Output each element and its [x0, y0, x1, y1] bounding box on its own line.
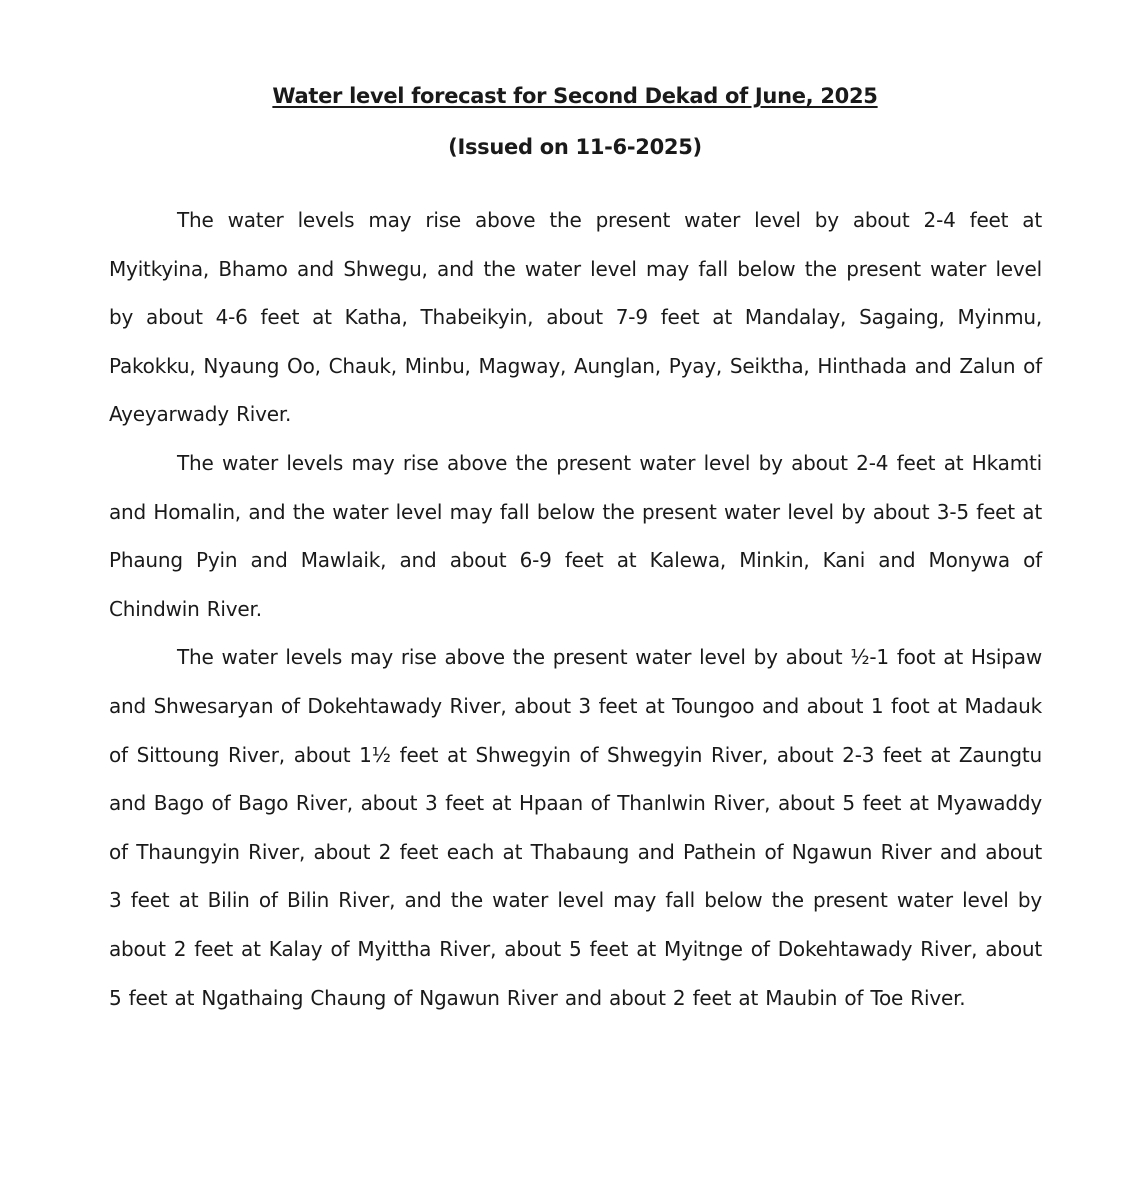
paragraph-chindwin: The water levels may rise above the present water level by about 2-4 feet at Hkamti and Homalin, and the water level may fall below the present water level by about 3-5 feet at Phaung Pyin and Mawlaik, and about 6-9 feet at Kalewa, Minkin, Kani and Monywa of Chindwin River.: [109, 450, 1042, 621]
paragraph-ayeyarwady: The water levels may rise above the present water level by about 2-4 feet at Myitkyina, Bhamo and Shwegu, and the water level may fall below the present water level by about 4-6 feet at Katha, Thabeikyin, about 7-9 feet at Mandalay, Sagaing, Myinmu, Pakokku, Nyaung Oo, Chauk, Minbu, Magway, Aunglan, Pyay, Seiktha, Hinthada and Zalun of Ayeyarwady River.: [109, 208, 1042, 427]
paragraph-other-rivers: The water levels may rise above the present water level by about ½-1 foot at Hsipaw and Shwesaryan of Dokehtawady River, about 3 feet at Toungoo and about 1 foot at Madauk of Sittoung River, about 1½ feet at Shwegyin of Shwegyin River, about 2-3 feet at Zaungtu and Bago of Bago River, about 3 feet at Hpaan of Thanlwin River, about 5 feet at Myawaddy of Thaungyin River, about 2 feet each at Thabaung and Pathein of Ngawun River and about 3 feet at Bilin of Bilin River, and the water level may fall below the present water level by about 2 feet at Kalay of Myittha River, about 5 feet at Myitnge of Dokehtawady River, about 5 feet at Ngathaing Chaung of Ngawun River and about 2 feet at Maubin of Toe River.: [109, 645, 1042, 1010]
issued-date: (Issued on 11-6-2025): [448, 135, 702, 159]
document-body: [109, 196, 1042, 1022]
document-title: Water level forecast for Second Dekad of June, 2025: [272, 84, 878, 108]
